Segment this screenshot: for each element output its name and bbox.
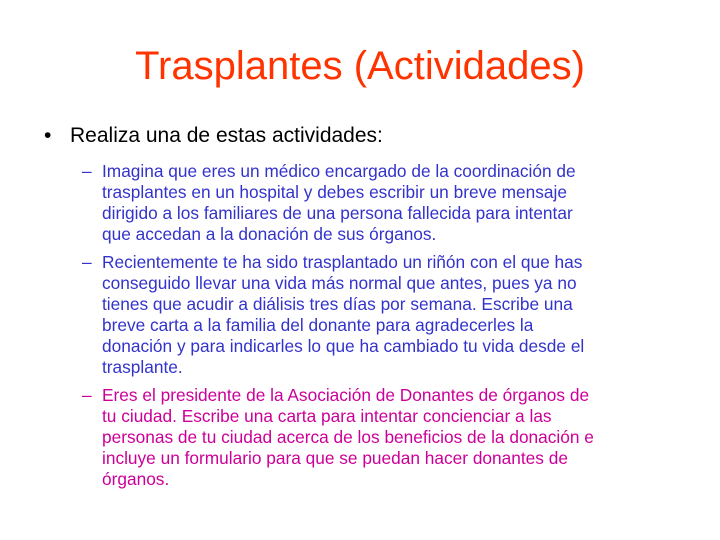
activity-2-line: Recientemente te ha sido trasplantado un riñón con el que has [102, 252, 583, 272]
bullet-text-before: Realiza [70, 124, 146, 147]
activity-item-3 [82, 385, 682, 490]
activity-2-line: trasplante. [102, 357, 183, 377]
activity-2-line: conseguido llevar una vida más normal que antes, pues ya no [102, 273, 577, 293]
activity-3-line: órganos. [102, 469, 170, 489]
dash-icon: – [82, 161, 92, 181]
bullet-icon: • [44, 124, 52, 147]
activity-item-2 [82, 252, 682, 378]
activity-1-line: que accedan a la donación de sus órganos. [102, 224, 437, 244]
activity-2-line: donación y para indicarles lo que ha cambiado tu vida desde el [102, 336, 585, 356]
activity-1-line: dirigido a los familiares de una persona fallecida para intentar [102, 203, 573, 223]
activity-3-line: personas de tu ciudad acerca de los beneficios de la donación e [102, 427, 594, 447]
dash-icon: – [82, 252, 92, 272]
activity-2-line: breve carta a la familia del donante para agradecerles la [102, 315, 534, 335]
activity-1-line: Imagina que eres un médico encargado de la coordinación de [102, 161, 576, 181]
bullet-text-emphasis: una [145, 124, 181, 147]
slide-title: Trasplantes (Actividades) [135, 44, 585, 88]
activity-1-line: trasplantes en un hospital y debes escribir un breve mensaje [102, 182, 567, 202]
bullet-text-after: de estas actividades: [180, 124, 383, 147]
activity-3-line: incluye un formulario para que se puedan hacer donantes de [102, 448, 568, 468]
activity-2-line: tienes que acudir a diálisis tres días por semana. Escribe una [102, 294, 573, 314]
dash-icon: – [82, 385, 92, 405]
activity-item-1 [82, 161, 682, 245]
activity-3-line: tu ciudad. Escribe una carta para intentar concienciar a las [102, 406, 552, 426]
activity-3-line: Eres el presidente de la Asociación de Donantes de órganos de [102, 385, 590, 405]
bullet-text [70, 122, 383, 150]
